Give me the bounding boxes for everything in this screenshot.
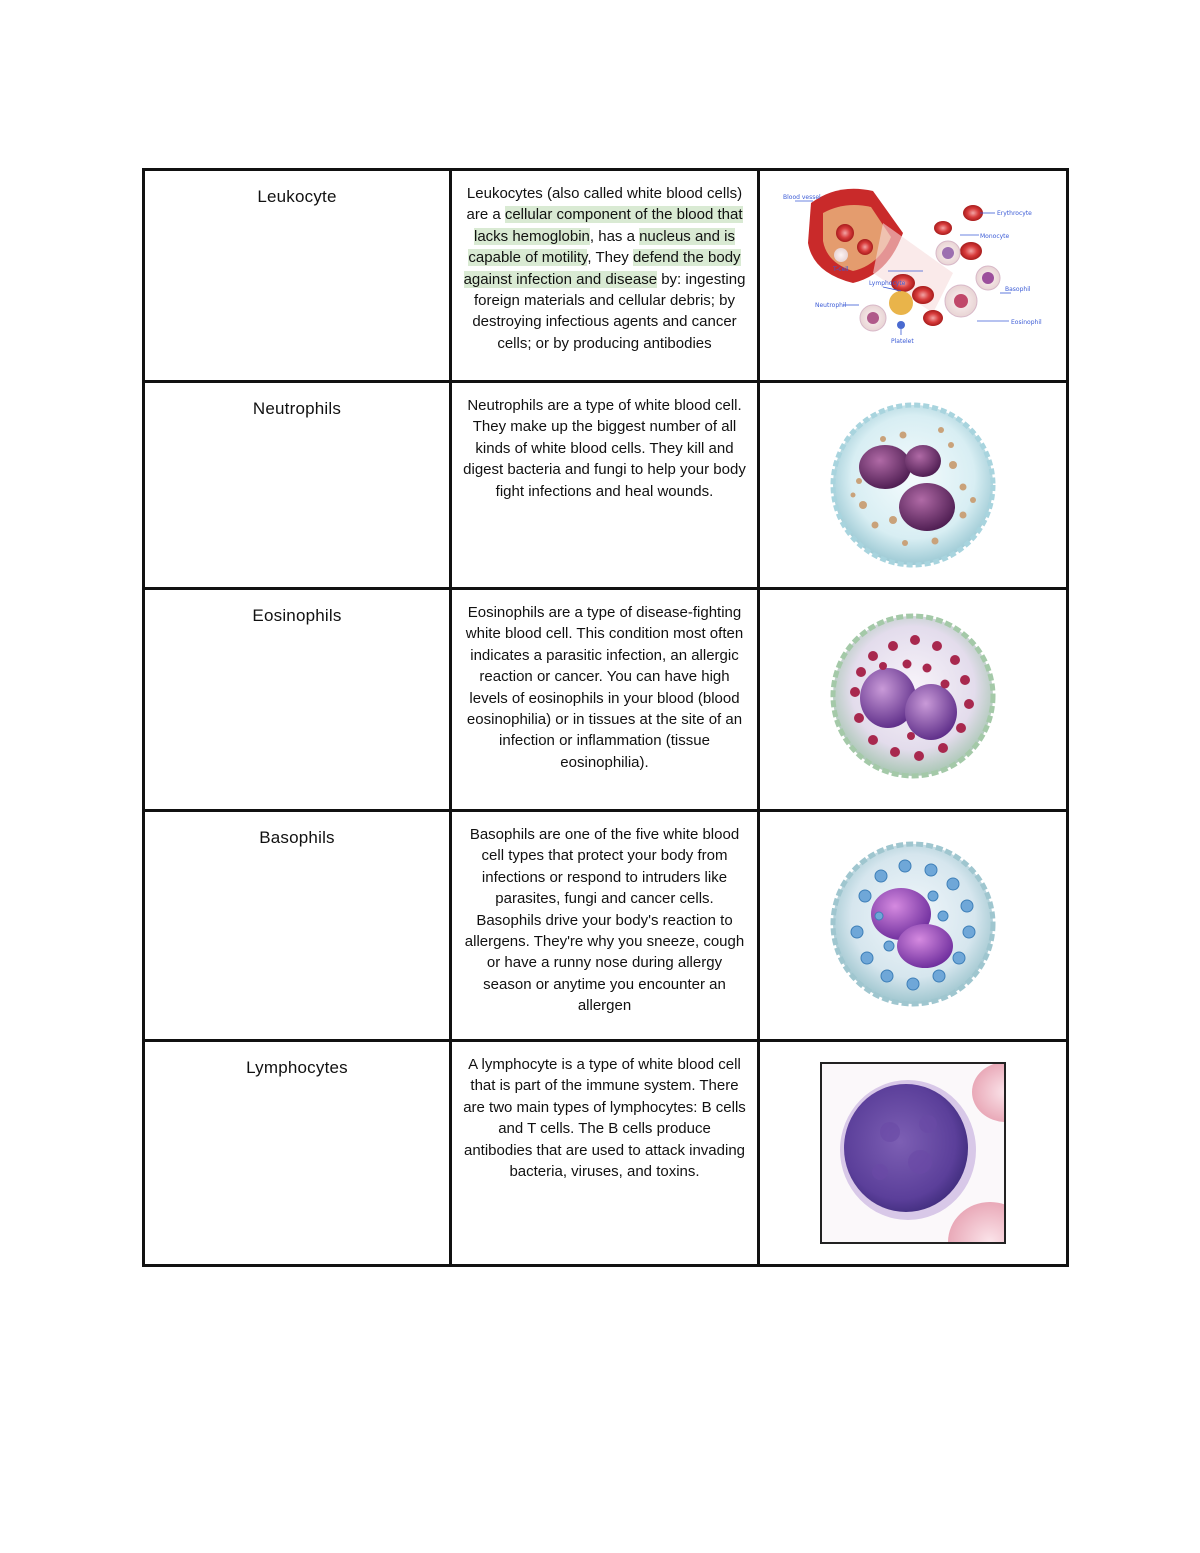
diagram-label: Lymphocyte — [869, 280, 906, 287]
term-cell — [144, 589, 451, 811]
description-part: Leukocytes (also called white blood cells) are a — [466, 185, 743, 224]
diagram-label: T-cell — [833, 266, 849, 273]
description-text: Neutrophils are a type of white blood cell. They make up the biggest number of all kinds of white blood cells. They kill and digest bacteria and fungi to help your body fight infections and heal wounds. — [463, 397, 746, 500]
table-row — [144, 170, 1068, 382]
image-cell — [759, 589, 1068, 811]
diagram-label: Blood vessel — [783, 194, 821, 201]
term-cell — [144, 1041, 451, 1266]
lymphocyte-micrograph — [820, 1062, 1006, 1244]
description-cell — [451, 811, 759, 1041]
highlighted-text: cellular component of the blood that lacks hemoglobin — [473, 206, 743, 245]
description-part: , has a — [589, 227, 640, 245]
term-label: Eosinophils — [252, 606, 342, 625]
description-cell — [451, 589, 759, 811]
eosinophil-illustration — [823, 606, 1003, 786]
image-cell — [759, 811, 1068, 1041]
term-cell — [144, 170, 451, 382]
table-row — [144, 811, 1068, 1041]
image-cell — [759, 382, 1068, 589]
diagram-label: Basophil — [1005, 286, 1031, 293]
diagram-label: Platelet — [891, 338, 914, 345]
description-text — [452, 171, 757, 354]
highlighted-text: nucleus and is capable of motility — [468, 227, 735, 267]
term-label: Lymphocytes — [246, 1058, 348, 1077]
description-cell — [451, 1041, 759, 1266]
description-cell — [451, 382, 759, 589]
diagram-label: Erythrocyte — [997, 210, 1032, 217]
description-text: Eosinophils are a type of disease-fighting white blood cell. This condition most often indicates a parasitic infection, an allergic reaction or cancer. You can have high levels of eosinophils in your blood (blood eosinophilia) or in tissues at the site of an infection or inflammation (tissue eosinophilia). — [465, 604, 744, 771]
blood-vessel-cells-diagram — [783, 183, 1043, 353]
diagram-label: Eosinophil — [1011, 319, 1042, 326]
description-text: Basophils are one of the five white blood cell types that protect your body from infections or respond to intruders like parasites, fungi and cancer cells. Basophils drive your body's reaction to allergens. They're why you sneeze, cough or have a runny nose during allergy season or anytime you encounter an allergen — [464, 826, 745, 1015]
description-part: , They — [587, 249, 633, 267]
term-label: Neutrophils — [252, 399, 342, 418]
term-label: Leukocyte — [257, 187, 337, 206]
description-text: A lymphocyte is a type of white blood cell that is part of the immune system. There are two main types of lymphocytes: B cells and T cells. The B cells produce antibodies that are used to attack invading bacteria, viruses, and toxins. — [463, 1056, 746, 1181]
cell-types-table — [142, 168, 1069, 1267]
table-row — [144, 1041, 1068, 1266]
neutrophil-illustration — [823, 395, 1003, 575]
highlighted-text: defend the body against infection and disease — [463, 249, 741, 288]
diagram-label: Monocyte — [980, 233, 1010, 240]
basophil-illustration — [823, 834, 1003, 1014]
term-label: Basophils — [259, 828, 335, 847]
diagram-label: Neutrophil — [815, 302, 847, 309]
table-row — [144, 382, 1068, 589]
image-cell — [759, 1041, 1068, 1266]
term-cell — [144, 382, 451, 589]
table-row — [144, 589, 1068, 811]
description-part: by: ingesting foreign materials and cellular debris; by destroying infectious agents and cancer cells; or by producing antibodies — [472, 270, 746, 352]
image-cell — [759, 170, 1068, 382]
description-cell — [451, 170, 759, 382]
term-cell — [144, 811, 451, 1041]
